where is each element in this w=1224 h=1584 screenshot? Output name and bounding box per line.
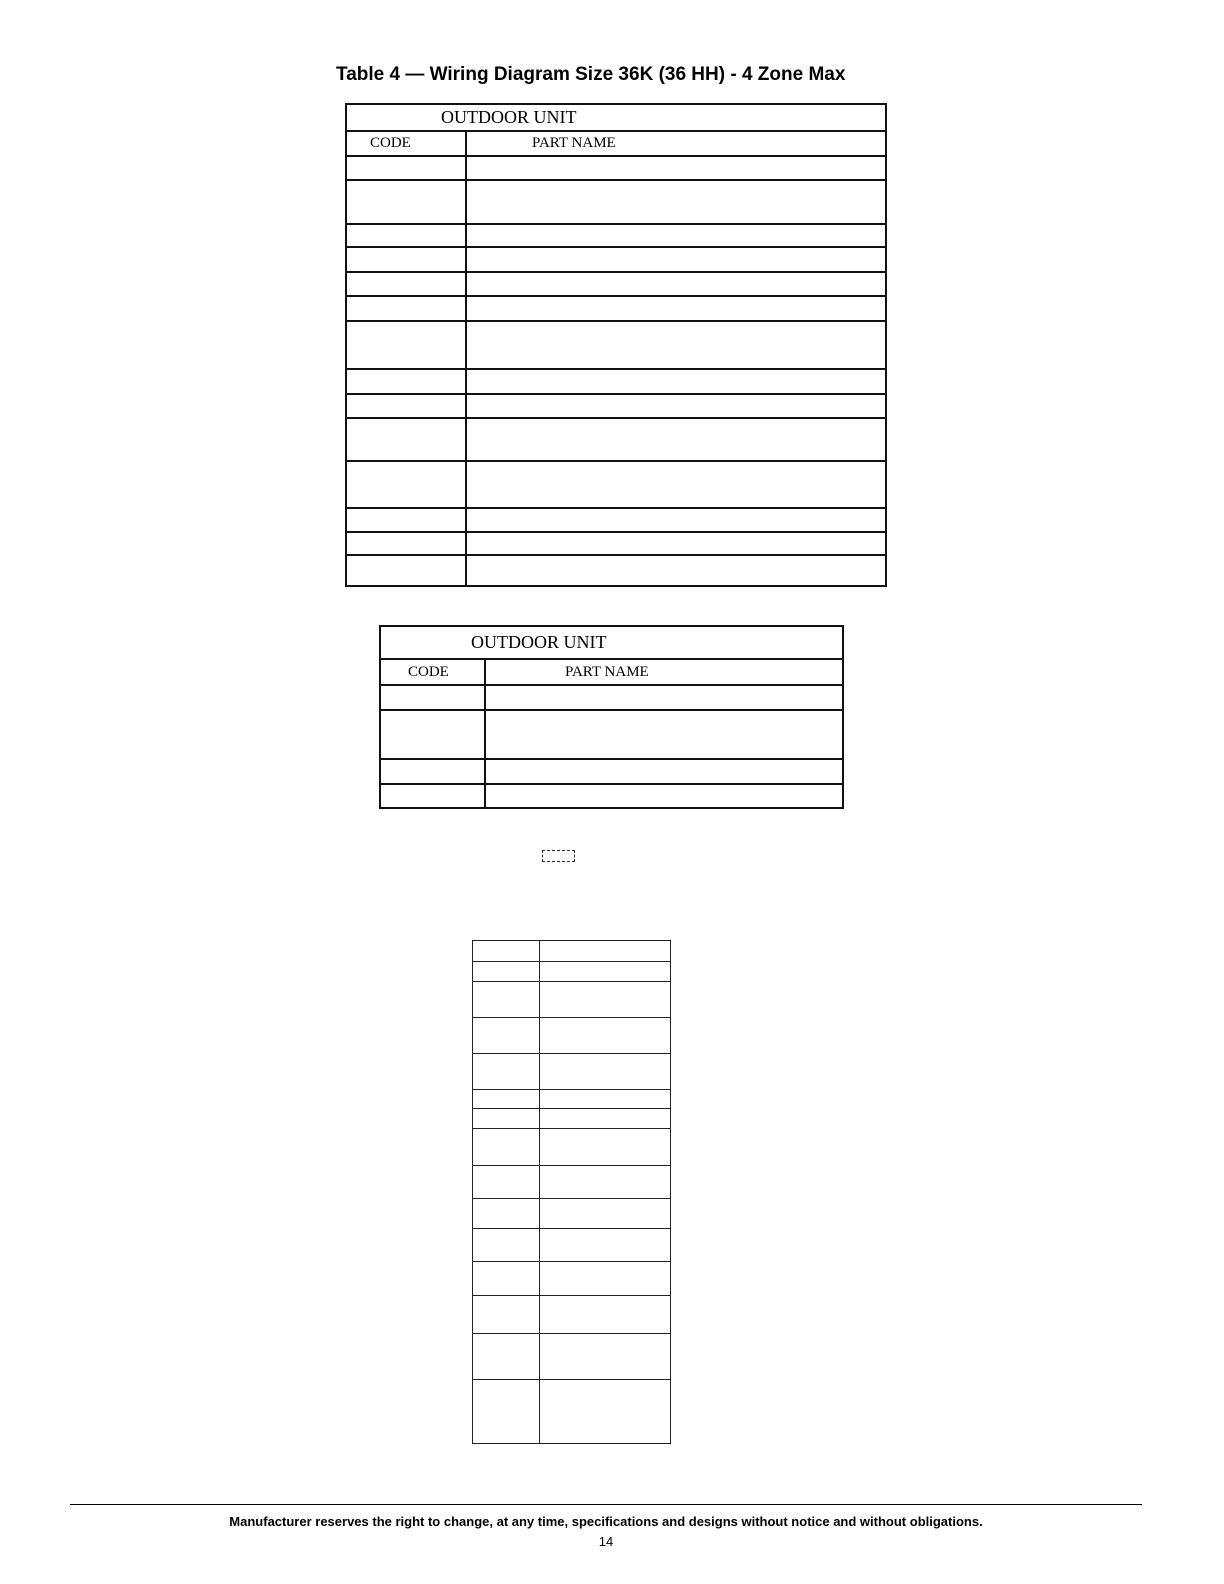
code-cell: [473, 1229, 540, 1262]
part-name-cell: [466, 532, 886, 555]
footer-divider: [70, 1504, 1142, 1505]
part-name-cell: [466, 508, 886, 532]
part-name-cell: [466, 461, 886, 508]
part-name-cell: [540, 1166, 671, 1199]
code-cell: [346, 247, 466, 272]
code-cell: [380, 759, 485, 784]
code-cell: [346, 272, 466, 296]
table-row: [473, 1380, 671, 1444]
table-row: [473, 1090, 671, 1109]
table-row: [346, 532, 886, 555]
table-row: [473, 1296, 671, 1334]
table-row: [346, 508, 886, 532]
part-name-cell: [540, 1296, 671, 1334]
unlabeled-table-3: [472, 940, 671, 1444]
code-cell: [473, 1334, 540, 1380]
table-row: [473, 1054, 671, 1090]
part-name-cell: [466, 180, 886, 224]
part-name-cell: [466, 555, 886, 586]
table-row: [346, 180, 886, 224]
table-row: [346, 369, 886, 394]
table-row: [346, 394, 886, 418]
part-name-cell: [466, 272, 886, 296]
code-cell: [473, 1166, 540, 1199]
code-cell: [473, 1090, 540, 1109]
part-name-cell: [466, 224, 886, 247]
table-row: [473, 982, 671, 1018]
table-2-part-name-header: PART NAME: [485, 659, 843, 685]
part-name-cell: [466, 418, 886, 461]
code-cell: [473, 1380, 540, 1444]
table-row: [346, 296, 886, 321]
code-cell: [346, 156, 466, 180]
table-row: [473, 1166, 671, 1199]
part-name-cell: [466, 296, 886, 321]
part-name-cell: [540, 1380, 671, 1444]
code-cell: [346, 296, 466, 321]
part-name-cell: [540, 1262, 671, 1296]
table-row: [346, 272, 886, 296]
code-cell: [473, 1018, 540, 1054]
part-name-cell: [540, 941, 671, 962]
table-1-part-name-header: PART NAME: [466, 131, 886, 156]
code-cell: [346, 532, 466, 555]
part-name-cell: [466, 369, 886, 394]
code-cell: [346, 394, 466, 418]
code-cell: [346, 224, 466, 247]
code-cell: [473, 1262, 540, 1296]
table-row: [346, 321, 886, 369]
table-row: [346, 224, 886, 247]
code-cell: [346, 321, 466, 369]
part-name-cell: [540, 1090, 671, 1109]
code-cell: [473, 1199, 540, 1229]
part-name-cell: [540, 1199, 671, 1229]
part-name-cell: [540, 1109, 671, 1129]
part-name-cell: [485, 784, 843, 808]
part-name-cell: [540, 982, 671, 1018]
outdoor-unit-table-1: [345, 103, 887, 587]
table-row: [473, 1018, 671, 1054]
part-name-cell: [466, 394, 886, 418]
table-row: [380, 685, 843, 710]
page-title: Table 4 — Wiring Diagram Size 36K (36 HH) - 4 Zone Max: [336, 64, 846, 85]
code-cell: [346, 461, 466, 508]
table-2-unit-header: OUTDOOR UNIT: [380, 626, 843, 659]
table-row: [473, 1334, 671, 1380]
footer-disclaimer: Manufacturer reserves the right to change, at any time, specifications and designs without notice and without obligations.: [229, 1514, 983, 1529]
code-cell: [346, 180, 466, 224]
part-name-cell: [466, 321, 886, 369]
table-row: [473, 1229, 671, 1262]
part-name-cell: [466, 156, 886, 180]
part-name-cell: [540, 962, 671, 982]
part-name-cell: [540, 1054, 671, 1090]
code-cell: [473, 1129, 540, 1166]
dotted-placeholder-box: [542, 850, 575, 862]
part-name-cell: [540, 1229, 671, 1262]
table-row: [346, 156, 886, 180]
table-row: [346, 461, 886, 508]
code-cell: [473, 1296, 540, 1334]
table-1-unit-header: OUTDOOR UNIT: [346, 104, 886, 131]
table-row: [473, 1262, 671, 1296]
table-row: [473, 962, 671, 982]
code-cell: [346, 369, 466, 394]
code-cell: [473, 1109, 540, 1129]
part-name-cell: [485, 710, 843, 759]
code-cell: [473, 941, 540, 962]
part-name-cell: [466, 247, 886, 272]
table-row: [473, 941, 671, 962]
table-row: [380, 784, 843, 808]
table-row: [380, 710, 843, 759]
part-name-cell: [540, 1129, 671, 1166]
part-name-cell: [540, 1018, 671, 1054]
code-cell: [380, 784, 485, 808]
table-row: [346, 247, 886, 272]
table-row: [380, 759, 843, 784]
part-name-cell: [540, 1334, 671, 1380]
part-name-cell: [485, 685, 843, 710]
code-cell: [473, 1054, 540, 1090]
code-cell: [380, 685, 485, 710]
code-cell: [346, 418, 466, 461]
table-row: [346, 418, 886, 461]
code-cell: [346, 555, 466, 586]
table-row: [473, 1199, 671, 1229]
table-row: [346, 555, 886, 586]
table-2-code-header: CODE: [380, 659, 485, 685]
table-row: [473, 1129, 671, 1166]
code-cell: [473, 982, 540, 1018]
part-name-cell: [485, 759, 843, 784]
code-cell: [346, 508, 466, 532]
code-cell: [380, 710, 485, 759]
page-number: 14: [598, 1534, 614, 1549]
table-1-code-header: CODE: [346, 131, 466, 156]
code-cell: [473, 962, 540, 982]
outdoor-unit-table-2: [379, 625, 844, 809]
table-row: [473, 1109, 671, 1129]
